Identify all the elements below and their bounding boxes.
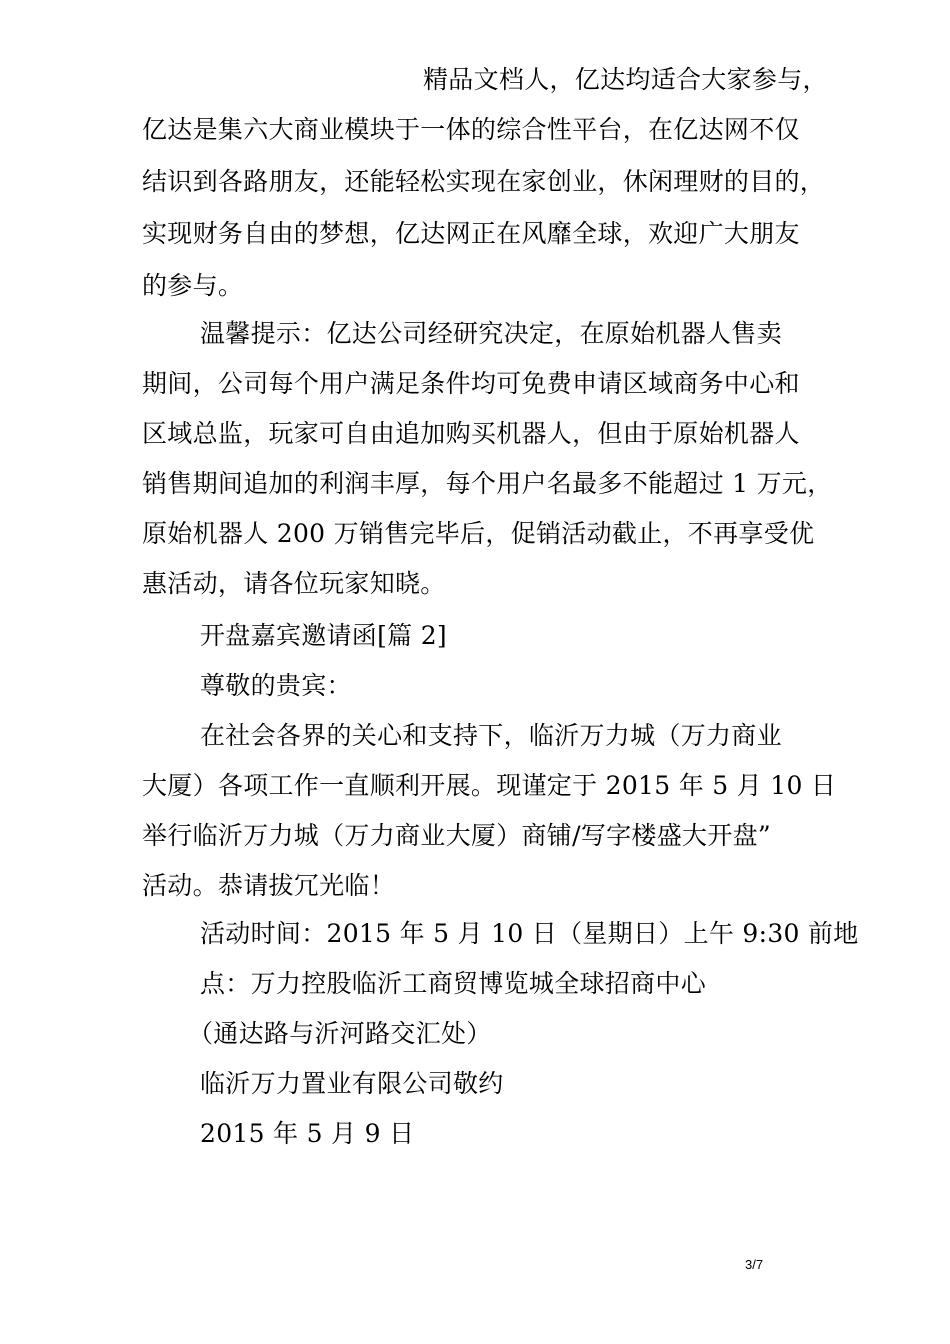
text-line: 活动。恭请拔冗光临！ <box>142 871 396 900</box>
text-line: 的参与。 <box>142 271 244 300</box>
text-line: 亿达是集六大商业模块于一体的综合性平台，在亿达网不仅 <box>142 115 800 144</box>
text-line: 温馨提示：亿达公司经研究决定，在原始机器人售卖 <box>200 319 782 348</box>
section-title: 开盘嘉宾邀请函[篇 2] <box>200 621 447 650</box>
salutation: 尊敬的贵宾： <box>200 671 352 700</box>
text-line: 活动时间：2015 年 5 月 10 日（星期日）上午 9:30 前地 <box>200 919 859 948</box>
text-line: 期间，公司每个用户满足条件均可免费申请区域商务中心和 <box>142 369 800 398</box>
text-line: 在社会各界的关心和支持下，临沂万力城（万力商业 <box>200 721 782 750</box>
date: 2015 年 5 月 9 日 <box>200 1119 415 1148</box>
text-line: 点：万力控股临沂工商贸博览城全球招商中心 <box>200 969 707 998</box>
text-line: （通达路与沂河路交汇处） <box>188 1019 492 1048</box>
text-line: 大厦）各项工作一直顺利开展。现谨定于 2015 年 5 月 10 日 <box>142 771 837 800</box>
text-line: 原始机器人 200 万销售完毕后，促销活动截止，不再享受优 <box>142 519 815 548</box>
text-line: 结识到各路朋友，还能轻松实现在家创业，休闲理财的目的， <box>142 167 826 196</box>
text-line: 惠活动，请各位玩家知晓。 <box>142 569 446 598</box>
text-line: 精品文档人，亿达均适合大家参与， <box>423 65 828 94</box>
text-line: 举行临沂万力城（万力商业大厦）商铺/写字楼盛大开盘” <box>142 821 772 850</box>
signature: 临沂万力置业有限公司敬约 <box>200 1069 504 1098</box>
text-line: 实现财务自由的梦想，亿达网正在风靡全球，欢迎广大朋友 <box>142 219 800 248</box>
text-line: 销售期间追加的利润丰厚，每个用户名最多不能超过 1 万元， <box>142 469 833 498</box>
page-number: 3/7 <box>745 1257 764 1272</box>
text-line: 区域总监，玩家可自由追加购买机器人，但由于原始机器人 <box>142 419 800 448</box>
